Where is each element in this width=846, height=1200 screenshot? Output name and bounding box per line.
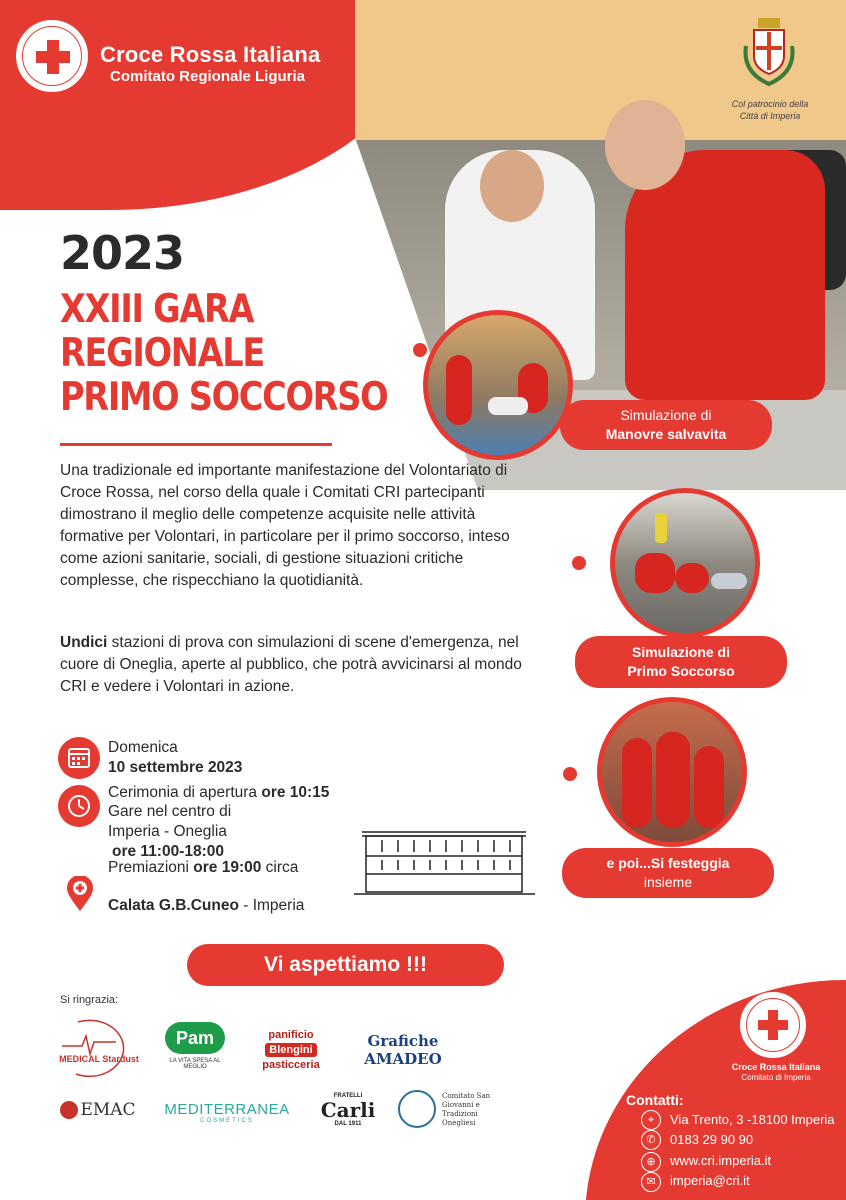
caption-festeggia [562, 848, 774, 898]
races-hours: ore 11:00-18:00 [112, 843, 225, 860]
pam-tagline: LA VITA SPESA AL MEGLIO [169, 1058, 221, 1070]
contact-website[interactable]: www.cri.imperia.it [670, 1153, 772, 1168]
pam-logo: Pam [165, 1022, 225, 1054]
carli-bottom: DAL 1911 [334, 1121, 362, 1127]
sponsor-mediterranea [156, 1098, 298, 1126]
footer-org-name: Croce Rossa Italiana [731, 1062, 821, 1072]
blengini-mid: Blengini [265, 1043, 316, 1057]
thanks-label: Si ringrazia: [60, 994, 119, 1006]
stations-paragraph [60, 632, 530, 698]
event-description: Una tradizionale ed importante manifestazione del Volontariato di Croce Rossa, nel corso della quale i Comitati CRI partecipanti dimostrano il meglio delle competenze acquisite nelle attività formative per Volontari, in particolare per il primo soccorso, inteso come azioni sanitarie, sociali, di gestione situazioni critiche complesse, che rispecchiano la quotidianità. [60, 462, 510, 589]
org-subtitle: Comitato Regionale Liguria [110, 68, 306, 85]
caption-primo-soccorso [575, 636, 787, 688]
awards-time: ore 19:00 [193, 859, 262, 876]
stations-text: stazioni di prova con simulazioni di scene d'emergenza, nel cuore di Oneglia, aperte al pubblico, che potrà avvicinarsi al mondo CRI e vedere i Volontari in azione. [60, 634, 522, 695]
opening-label: Cerimonia di apertura [108, 784, 262, 801]
sponsor-name: MEDITERRANEA [164, 1100, 290, 1118]
sponsor-amadeo: Grafiche AMADEO [364, 1032, 442, 1068]
photo-festeggia [597, 697, 747, 847]
caption-line: insieme [643, 874, 693, 890]
carli-top: FRATELLI [333, 1093, 363, 1099]
globe-icon: ⊕ [641, 1152, 661, 1172]
awards-label: Premiazioni [108, 859, 194, 876]
calendar-icon [58, 737, 100, 779]
bullet-dot [413, 343, 427, 357]
footer-org-sub: Comitato di Imperia [741, 1073, 811, 1082]
races-line-1: Gare nel centro di [108, 803, 232, 820]
stations-count: Undici [60, 634, 108, 651]
mail-icon: ✉ [641, 1172, 661, 1192]
caption-line: e poi...Si festeggia [606, 855, 730, 871]
carli-name: Carli [320, 1098, 376, 1122]
awards-suffix: circa [261, 859, 299, 876]
caption-line: Manovre salvavita [605, 426, 727, 442]
contact-address: Via Trento, 3 -18100 Imperia [670, 1112, 835, 1127]
title-line-2: REGIONALE [60, 331, 264, 376]
place-city: - Imperia [238, 897, 305, 914]
photo-primo-soccorso [610, 488, 760, 638]
title-divider [60, 443, 332, 446]
event-date: 10 settembre 2023 [108, 759, 243, 776]
caption-manovre [560, 400, 772, 450]
bullet-dot [563, 767, 577, 781]
opening-ceremony [108, 783, 329, 803]
cta-banner: Vi aspettiamo !!! [187, 944, 504, 986]
clock-icon [58, 785, 100, 827]
bullet-dot [572, 556, 586, 570]
place-name: Calata G.B.Cuneo [108, 897, 239, 914]
caption-line: Simulazione di [620, 407, 712, 423]
event-year: 2023 [60, 226, 185, 280]
sponsor-emac [56, 1096, 140, 1124]
event-place [108, 896, 304, 916]
event-day: Domenica [108, 739, 178, 756]
phone-icon: ✆ [641, 1130, 661, 1150]
map-pin-icon [66, 876, 94, 912]
building-sketch-icon [352, 822, 537, 898]
patronage-text: Col patrocinio della Città di Imperia [731, 99, 809, 121]
city-crest-icon [740, 16, 798, 88]
sponsor-blengini [248, 1022, 334, 1078]
contact-email[interactable]: imperia@cri.it [670, 1173, 750, 1188]
awards [108, 858, 298, 878]
sponsor-carli [316, 1090, 380, 1130]
sponsor-sub: COSMETICS [200, 1117, 254, 1124]
caption-line: Simulazione di [631, 644, 730, 660]
cri-logo-footer [740, 992, 806, 1058]
contact-phone[interactable]: 0183 29 90 90 [670, 1132, 754, 1147]
blengini-bottom: pasticceria [262, 1059, 320, 1071]
sponsor-pam [158, 1018, 232, 1074]
cri-logo [14, 18, 90, 94]
emac-mark-icon [60, 1101, 78, 1119]
title-line-1: XXIII GARA [60, 287, 254, 332]
races-line-2: Imperia - Oneglia [108, 823, 227, 840]
blengini-top: panificio [268, 1029, 314, 1041]
comitato-seal-icon [398, 1090, 436, 1128]
sponsor-name: EMAC [80, 1100, 136, 1120]
sponsor-medical-stardust [56, 1018, 142, 1084]
photo-manovre [423, 310, 573, 460]
sponsor-name: MEDICAL Stardust [59, 1054, 139, 1064]
event-title [60, 288, 387, 420]
map-pin-icon: ⌖ [641, 1110, 661, 1130]
contacts-title: Contatti: [626, 1092, 684, 1108]
title-line-3: PRIMO SOCCORSO [60, 375, 388, 420]
opening-time: ore 10:15 [261, 784, 330, 801]
caption-line: Primo Soccorso [627, 663, 735, 679]
sponsor-name: Comitato San Giovanni e Tradizioni Onegliesi [442, 1092, 491, 1127]
org-name: Croce Rossa Italiana [100, 42, 321, 67]
sponsor-comitato-san-giovanni [398, 1088, 498, 1132]
